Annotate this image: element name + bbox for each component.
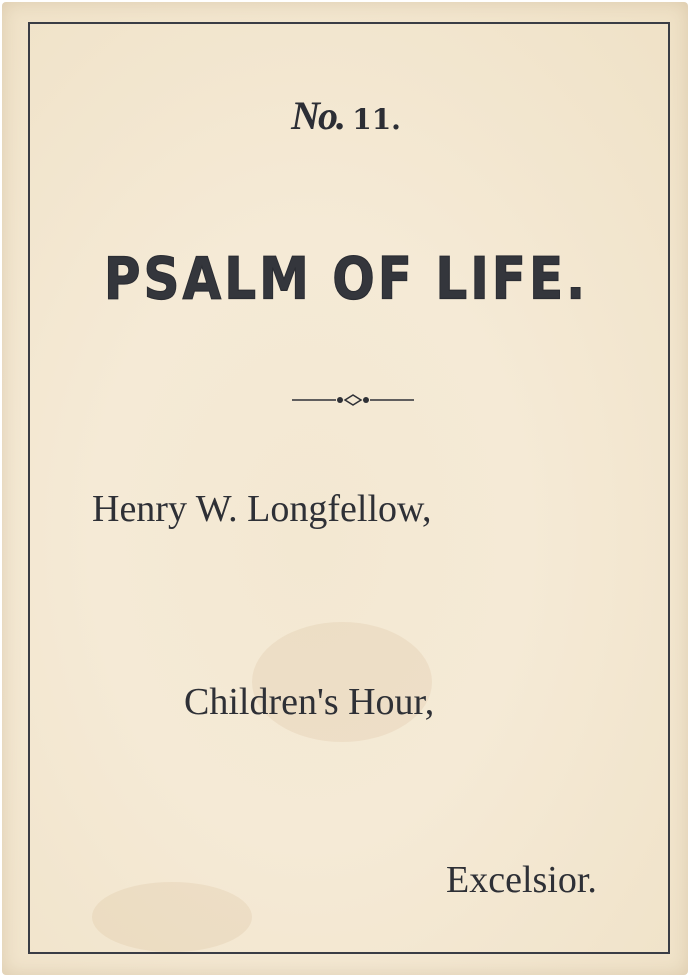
number-value: 11. [352, 103, 401, 136]
author-name: Henry W. Longfellow, [92, 488, 432, 530]
poem-title: Children's Hour, [184, 681, 435, 723]
number-prefix: No. [291, 93, 344, 138]
poem-title: Excelsior. [446, 859, 597, 901]
ornamental-divider [292, 390, 414, 410]
card-number [0, 92, 692, 139]
card-title: PSALM OF LIFE. [103, 245, 589, 313]
